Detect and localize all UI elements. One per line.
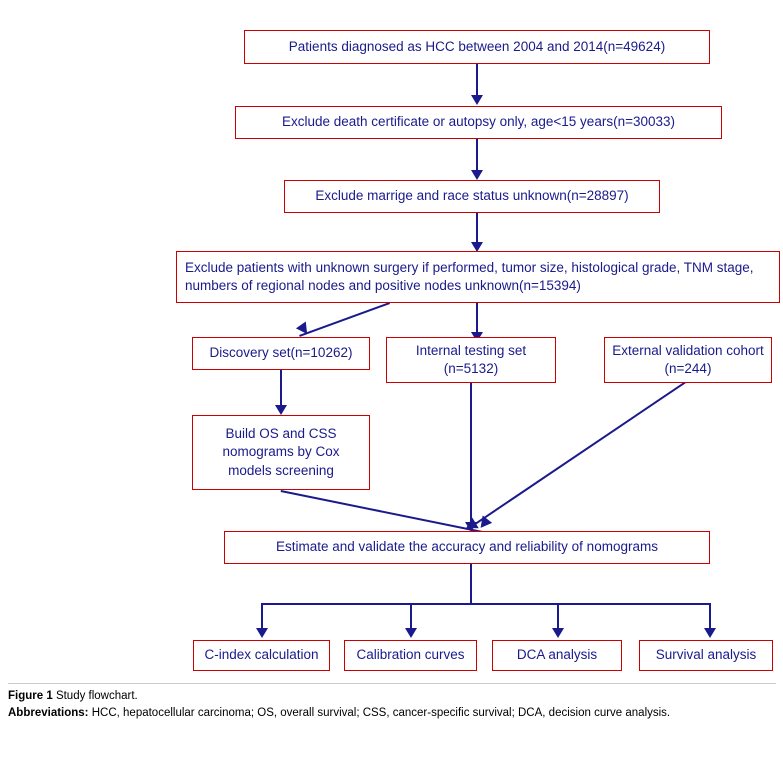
connector-n1-n2	[476, 64, 478, 98]
flow-node-label: Calibration curves	[356, 647, 465, 663]
flow-node-build-nomograms	[192, 415, 370, 490]
flow-node-label: Patients diagnosed as HCC between 2004 and 2014(n=49624)	[288, 38, 666, 54]
connector-n2-n3	[476, 139, 478, 174]
flow-node-c-index-calculation	[193, 640, 330, 671]
caption-title-line	[8, 688, 778, 705]
flow-node-label: DCA analysis	[516, 647, 598, 663]
abbreviations-label: Abbreviations:	[8, 707, 89, 720]
flow-node-internal-testing-set	[386, 337, 556, 383]
flow-node-label: C-index calculation	[204, 647, 319, 663]
flow-node-label: Exclude death certificate or autopsy only, age<15 years(n=30033)	[282, 114, 675, 130]
connector-bus-horizontal	[261, 603, 711, 605]
flow-node-calibration-curves	[344, 640, 477, 671]
connector-external-estimate	[475, 381, 686, 524]
flow-node-label: Internal testing set (n=5132)	[415, 342, 527, 376]
connector-bus-dca	[557, 603, 559, 631]
flow-node-external-validation-cohort	[604, 337, 772, 383]
flow-node-survival-analysis	[639, 640, 773, 671]
flow-node-estimate-validate	[224, 531, 710, 564]
arrow-bus-dca	[552, 628, 564, 638]
abbreviations-text: HCC, hepatocellular carcinoma; OS, overall survival; CSS, cancer-specific survival; DCA, decision curve analysis.	[91, 707, 671, 720]
flow-node-label: Build OS and CSS nomograms by Cox models screening	[222, 426, 340, 478]
caption-divider	[8, 683, 776, 684]
connector-discovery-build	[280, 370, 282, 408]
connector-internal-estimate	[470, 383, 472, 528]
arrow-external-estimate	[476, 515, 492, 531]
flow-node-exclude-unknown-clinical	[176, 251, 780, 303]
arrow-discovery-build	[275, 405, 287, 415]
figure-title: Study flowchart.	[55, 690, 138, 702]
connector-bus-survival	[709, 603, 711, 631]
flow-node-patients-diagnosed	[244, 30, 710, 64]
flow-node-exclude-marriage-race	[284, 180, 660, 213]
flow-node-discovery-set	[192, 337, 370, 370]
arrow-bus-calibration	[405, 628, 417, 638]
flow-node-label: External validation cohort (n=244)	[612, 342, 764, 376]
figure-label: Figure 1	[8, 690, 53, 702]
flow-node-label: Estimate and validate the accuracy and reliability of nomograms	[276, 539, 658, 555]
flow-node-label: Survival analysis	[655, 647, 757, 663]
connector-bus-cindex	[261, 603, 263, 631]
connector-n4-discovery	[299, 302, 390, 337]
flow-node-label: Exclude marrige and race status unknown(n=28897)	[315, 188, 629, 204]
arrow-n1-n2	[471, 95, 483, 105]
arrow-bus-survival	[704, 628, 716, 638]
arrow-bus-cindex	[256, 628, 268, 638]
connector-build-estimate	[281, 490, 496, 536]
figure-caption	[8, 688, 778, 723]
flow-node-label: Exclude patients with unknown surgery if performed, tumor size, histological grade, TNM stage, numbers of regional nodes and positive nodes unknown(n=15394)	[185, 259, 754, 293]
flow-node-label: Discovery set(n=10262)	[209, 345, 353, 361]
flow-node-exclude-death-certificate	[235, 106, 722, 139]
connector-bus-calibration	[410, 603, 412, 631]
flow-node-dca-analysis	[492, 640, 622, 671]
caption-abbrev-line	[8, 705, 778, 722]
arrow-n2-n3	[471, 170, 483, 180]
connector-estimate-bus	[470, 564, 472, 604]
